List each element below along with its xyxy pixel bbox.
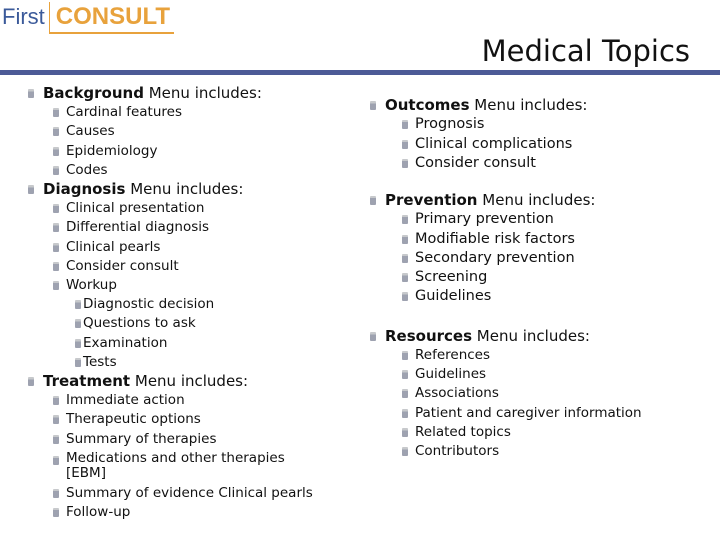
treatment-name: Treatment [43, 372, 131, 391]
list-item: Clinical presentation [53, 199, 358, 218]
list-item: Related topics [402, 423, 710, 442]
bullet-icon [53, 127, 59, 136]
bullet-icon [53, 435, 59, 444]
list-item: Immediate action [53, 391, 323, 410]
bullet-icon [402, 215, 408, 224]
bullet-icon [53, 108, 59, 117]
treatment-suffix: Menu includes: [130, 372, 249, 391]
bullet-icon [28, 89, 34, 98]
bullet-icon [402, 409, 408, 418]
list-item: Summary of therapies [53, 430, 323, 449]
left-column [28, 84, 358, 522]
bullet-icon [402, 370, 408, 379]
list-item: Differential diagnosis [53, 218, 358, 237]
treatment-heading [28, 372, 358, 391]
diagnosis-section [28, 180, 358, 372]
prevention-section [370, 191, 710, 307]
bullet-icon [402, 235, 408, 244]
list-item: Prognosis [402, 115, 710, 134]
resources-list [402, 346, 710, 461]
diagnosis-list [53, 199, 358, 295]
list-item: Clinical complications [402, 135, 710, 154]
list-item: Questions to ask [75, 314, 358, 333]
bullet-icon [53, 415, 59, 424]
bullet-icon [53, 281, 59, 290]
list-item: Tests [75, 353, 358, 372]
bullet-icon [75, 319, 81, 328]
list-item: Contributors [402, 442, 710, 461]
list-item: Summary of evidence Clinical pearls [53, 484, 323, 503]
list-item: Medications and other therapies [EBM] [53, 451, 323, 481]
bullet-icon [53, 166, 59, 175]
bullet-icon [402, 389, 408, 398]
prevention-heading [370, 191, 710, 210]
list-item: Primary prevention [402, 210, 710, 229]
bullet-icon [402, 120, 408, 129]
page-title: Medical Topics [481, 34, 690, 68]
background-list [53, 103, 358, 180]
background-name: Background [43, 84, 144, 102]
list-item: References [402, 346, 710, 365]
bullet-icon [75, 300, 81, 309]
bullet-icon [402, 273, 408, 282]
spacer [370, 173, 710, 191]
list-item: Guidelines [402, 287, 710, 306]
list-item: Secondary prevention [402, 249, 710, 268]
diagnosis-name: Diagnosis [43, 180, 126, 199]
bullet-icon [28, 185, 34, 194]
background-section [28, 84, 358, 180]
spacer [370, 307, 710, 327]
prevention-name: Prevention [385, 191, 478, 210]
outcomes-section [370, 96, 710, 173]
bullet-icon [53, 243, 59, 252]
list-item: Guidelines [402, 365, 710, 384]
firstconsult-logo [0, 2, 174, 36]
bullet-icon [53, 223, 59, 232]
list-item: Therapeutic options [53, 410, 323, 429]
background-suffix: Menu includes: [143, 84, 262, 102]
workup-list [75, 295, 358, 372]
resources-heading [370, 327, 710, 346]
right-column [370, 96, 710, 461]
bullet-icon [402, 292, 408, 301]
diagnosis-suffix: Menu includes: [125, 180, 244, 199]
prevention-list [402, 210, 710, 306]
list-item: Associations [402, 384, 710, 403]
bullet-icon [370, 101, 376, 110]
bullet-icon [53, 147, 59, 156]
list-item: Workup [53, 276, 358, 295]
list-item: Screening [402, 268, 710, 287]
resources-section [370, 327, 710, 461]
treatment-section [28, 372, 358, 522]
bullet-icon [370, 196, 376, 205]
list-item: Diagnostic decision [75, 295, 358, 314]
list-item: Codes [53, 161, 358, 180]
bullet-icon [402, 254, 408, 263]
background-heading [28, 84, 358, 103]
outcomes-heading [370, 96, 710, 115]
outcomes-list [402, 115, 710, 173]
prevention-suffix: Menu includes: [477, 191, 596, 210]
bullet-icon [53, 262, 59, 271]
bullet-icon [402, 428, 408, 437]
bullet-icon [53, 396, 59, 405]
list-item: Modifiable risk factors [402, 230, 710, 249]
diagnosis-heading [28, 180, 358, 199]
list-item: Cardinal features [53, 103, 358, 122]
bullet-icon [402, 159, 408, 168]
outcomes-name: Outcomes [385, 96, 470, 114]
bullet-icon [402, 140, 408, 149]
bullet-icon [53, 456, 59, 465]
logo-first-text: First [2, 4, 45, 29]
list-item: Consider consult [53, 257, 358, 276]
list-item: Patient and caregiver information [402, 404, 710, 423]
bullet-icon [75, 358, 81, 367]
logo-consult-text: CONSULT [49, 2, 174, 34]
treatment-list [53, 391, 323, 522]
list-item: Clinical pearls [53, 238, 358, 257]
bullet-icon [28, 377, 34, 386]
bullet-icon [402, 447, 408, 456]
list-item: Causes [53, 122, 358, 141]
list-item: Examination [75, 334, 358, 353]
list-item: Epidemiology [53, 142, 358, 161]
bullet-icon [370, 332, 376, 341]
bullet-icon [53, 508, 59, 517]
outcomes-suffix: Menu includes: [469, 96, 588, 114]
title-divider [0, 70, 720, 75]
bullet-icon [402, 351, 408, 360]
resources-name: Resources [385, 326, 473, 345]
list-item: Follow-up [53, 503, 323, 522]
list-item: Consider consult [402, 154, 710, 173]
resources-suffix: Menu includes: [472, 326, 590, 345]
bullet-icon [53, 204, 59, 213]
bullet-icon [75, 339, 81, 348]
bullet-icon [53, 489, 59, 498]
